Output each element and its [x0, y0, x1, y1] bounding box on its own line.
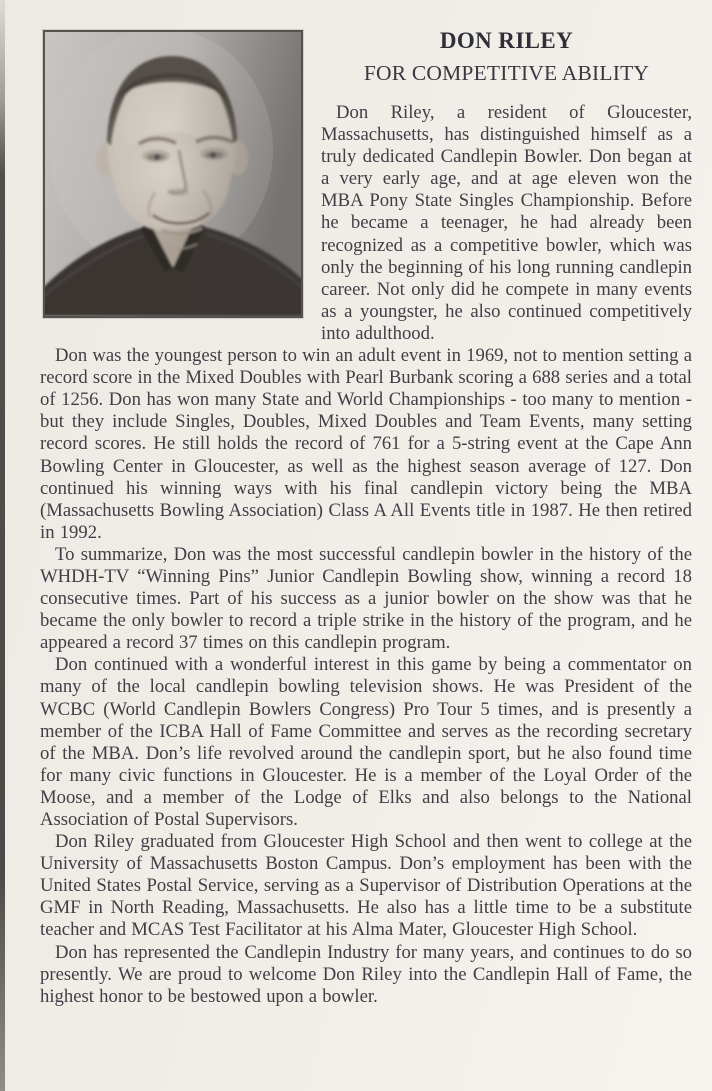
portrait-photo	[43, 30, 303, 318]
scan-edge-shadow	[0, 0, 5, 1091]
body-paragraph-2: Don was the youngest person to win an adult event in 1969, not to mention setting a record score in the Mixed Doubles with Pearl Burbank scoring a 688 series and a total of 1256. Don has won many State and World Championships - too many to mention - but they include Singles, Doubles, Mixed Doubles and Team Events, many setting record scores. He still holds the record of 761 for a 5-string event at the Cape Ann Bowling Center in Gloucester, as well as the highest season average of 127. Don continued his winning ways with his final candlepin victory being the MBA (Massachusetts Bowling Association) Class A All Events title in 1987. He then retired in 1992.	[40, 345, 692, 543]
body-paragraph-6: Don has represented the Candlepin Industry for many years, and continues to do so presently. We are proud to welcome Don Riley into the Candlepin Hall of Fame, the highest honor to be bestowed upon a bowler.	[40, 941, 692, 1007]
page-title: DON RILEY	[439, 28, 574, 53]
portrait-illustration	[45, 32, 301, 316]
body-paragraph-5: Don Riley graduated from Gloucester High School and then went to college at the University of Massachusetts Boston Campus. Don’s employment has been with the United States Postal Service, serving as a Supervisor of Distribution Operations at the GMF in North Reading, Massachusetts. He also has a little time to be a substitute teacher and MCAS Test Facilitator at his Alma Mater, Gloucester High School.	[40, 831, 692, 941]
page-subtitle: FOR COMPETITIVE ABILITY	[363, 61, 650, 85]
body-paragraph-4: Don continued with a wonderful interest in this game by being a commentator on many of the local candlepin bowling television shows. He was President of the WCBC (World Candlepin Bowlers Congress) Pro Tour 5 times, and is presently a member of the ICBA Hall of Fame Committee and serves as the recording secretary of the MBA. Don’s life revolved around the candlepin sport, but he also found time for many civic functions in Gloucester. He is a member of the Loyal Order of the Moose, and a member of the Lodge of Elks and also belongs to the National Association of Postal Supervisors.	[40, 654, 692, 830]
page-content	[40, 28, 692, 1008]
body-paragraph-1: Don Riley, a resident of Gloucester, Massachusetts, has distinguished himself as a truly dedicated Candlepin Bowler. Don began at a very early age, and at age eleven won the MBA Pony State Singles Championship. Before he became a teenager, he had already been recognized as a competitive bowler, which was only the beginning of his long running candlepin career. Not only did he compete in many events as a youngster, he also continued competitively into adulthood.	[321, 102, 692, 344]
body-paragraph-3: To summarize, Don was the most successful candlepin bowler in the history of the WHDH-TV “Winning Pins” Junior Candlepin Bowling show, winning a record 18 consecutive times. Part of his success as a junior bowler on the show was that he became the only bowler to record a triple strike in the history of the program, and he appeared a record 37 times on this candlepin program.	[40, 543, 692, 654]
